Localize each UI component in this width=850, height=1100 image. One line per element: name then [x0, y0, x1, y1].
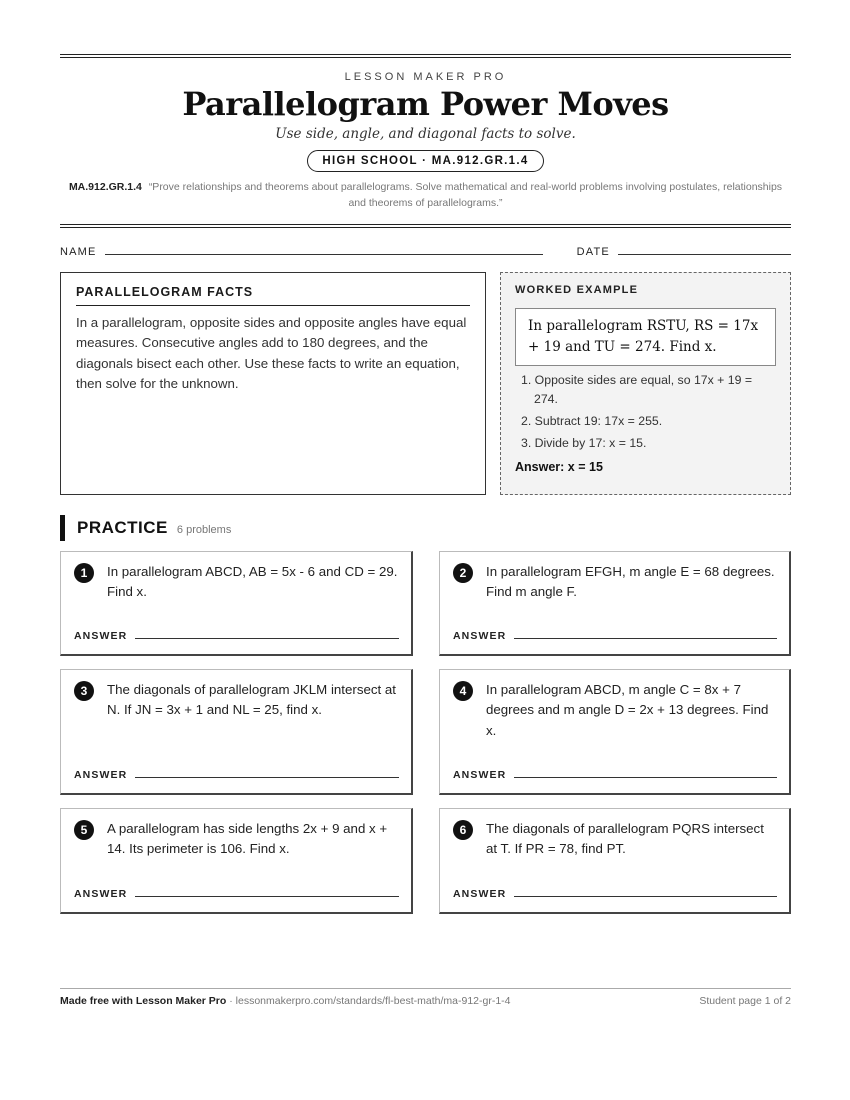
answer-label: ANSWER — [453, 768, 507, 781]
worksheet-page — [60, 54, 791, 914]
problem-text: In parallelogram ABCD, m angle C = 8x + 7 degrees and m angle D = 2x + 13 degrees. Find x. — [486, 681, 769, 738]
problem-number-badge: 1 — [74, 563, 94, 583]
problem-question — [453, 819, 777, 860]
grade-standard-badge: HIGH SCHOOL · MA.912.GR.1.4 — [307, 150, 543, 172]
problem-text: A parallelogram has side lengths 2x + 9 and x + 14. Its perimeter is 106. Find x. — [107, 820, 388, 857]
answer-row — [453, 769, 777, 783]
problem-number-badge: 3 — [74, 681, 94, 701]
answer-line[interactable] — [135, 896, 399, 897]
problem-card-2 — [439, 551, 791, 656]
answer-line[interactable] — [514, 777, 777, 778]
worked-step: 1. Opposite sides are equal, so 17x + 19 = 274. — [521, 372, 753, 406]
problem-text: The diagonals of parallelogram PQRS intersect at T. If PR = 78, find PT. — [486, 820, 764, 857]
standard-description — [60, 179, 791, 211]
practice-grid — [60, 551, 791, 914]
answer-line[interactable] — [514, 638, 777, 639]
date-label: DATE — [576, 245, 610, 258]
problem-card-6 — [439, 808, 791, 914]
problem-number-badge: 5 — [74, 820, 94, 840]
problem-card-5 — [60, 808, 413, 914]
problem-card-3 — [60, 669, 413, 795]
intro-boxes — [60, 272, 791, 495]
practice-section-header — [60, 515, 791, 541]
name-field-line[interactable] — [105, 254, 543, 255]
footer-url[interactable]: · lessonmakerpro.com/standards/fl-best-math/ma-912-gr-1-4 — [226, 995, 511, 1007]
worked-example-heading: WORKED EXAMPLE — [515, 283, 639, 296]
answer-row — [453, 630, 777, 644]
facts-box — [60, 272, 486, 495]
problem-card-1 — [60, 551, 413, 656]
problem-question — [453, 680, 777, 742]
worked-example-box — [500, 272, 791, 495]
answer-row — [74, 769, 399, 783]
name-date-row — [60, 246, 791, 258]
worked-step: 2. Subtract 19: 17x = 255. — [521, 413, 663, 428]
answer-label: ANSWER — [74, 629, 128, 642]
footer-credit — [60, 995, 511, 1007]
worksheet-title: Parallelogram Power Moves — [182, 85, 669, 123]
page-footer — [60, 988, 791, 1007]
problem-count: 6 problems — [176, 523, 232, 536]
problem-question — [74, 819, 399, 860]
date-field-line[interactable] — [618, 254, 791, 255]
worked-example-steps — [515, 371, 776, 453]
answer-row — [74, 888, 399, 902]
answer-label: ANSWER — [74, 768, 128, 781]
worksheet-header — [60, 71, 791, 211]
standard-text: “Prove relationships and theorems about parallelograms. Solve mathematical and real-world problems involving postulates, relationships and theorems of parallelograms.” — [148, 180, 783, 209]
problem-number-badge: 4 — [453, 681, 473, 701]
problem-text: In parallelogram EFGH, m angle E = 68 degrees. Find m angle F. — [486, 563, 775, 600]
problem-text: In parallelogram ABCD, AB = 5x - 6 and CD = 29. Find x. — [107, 563, 398, 600]
top-double-rule — [60, 54, 791, 58]
problem-card-4 — [439, 669, 791, 795]
problem-question — [74, 680, 399, 721]
worked-step: 3. Divide by 17: x = 15. — [521, 435, 647, 450]
footer-made-with: Made free with Lesson Maker Pro — [60, 995, 227, 1007]
facts-body: In a parallelogram, opposite sides and opposite angles have equal measures. Consecutive angles add to 180 degrees, and the diagonals bisect each other. Use these facts to write an equation, then solve for the unknown. — [76, 314, 467, 392]
answer-line[interactable] — [135, 777, 399, 778]
answer-label: ANSWER — [453, 629, 507, 642]
problem-question — [453, 562, 777, 603]
worksheet-subtitle: Use side, angle, and diagonal facts to solve. — [275, 125, 576, 142]
answer-row — [453, 888, 777, 902]
footer-page-number: Student page 1 of 2 — [699, 995, 791, 1007]
problem-question — [74, 562, 399, 603]
worked-example-answer: Answer: x = 15 — [515, 459, 603, 474]
problem-number-badge: 2 — [453, 563, 473, 583]
worked-example-problem: In parallelogram RSTU, RS = 17x + 19 and TU = 274. Find x. — [515, 308, 776, 366]
facts-heading: PARALLELOGRAM FACTS — [76, 285, 470, 306]
problem-text: The diagonals of parallelogram JKLM intersect at N. If JN = 3x + 1 and NL = 25, find x. — [107, 681, 396, 718]
answer-line[interactable] — [514, 896, 777, 897]
standard-code: MA.912.GR.1.4 — [68, 180, 142, 193]
name-label: NAME — [60, 245, 97, 258]
practice-heading: PRACTICE — [77, 517, 168, 537]
problem-number-badge: 6 — [453, 820, 473, 840]
header-bottom-rule — [60, 224, 791, 228]
answer-line[interactable] — [135, 638, 399, 639]
answer-row — [74, 630, 399, 644]
answer-label: ANSWER — [453, 887, 507, 900]
answer-label: ANSWER — [74, 887, 128, 900]
brand-name: LESSON MAKER PRO — [344, 71, 507, 83]
